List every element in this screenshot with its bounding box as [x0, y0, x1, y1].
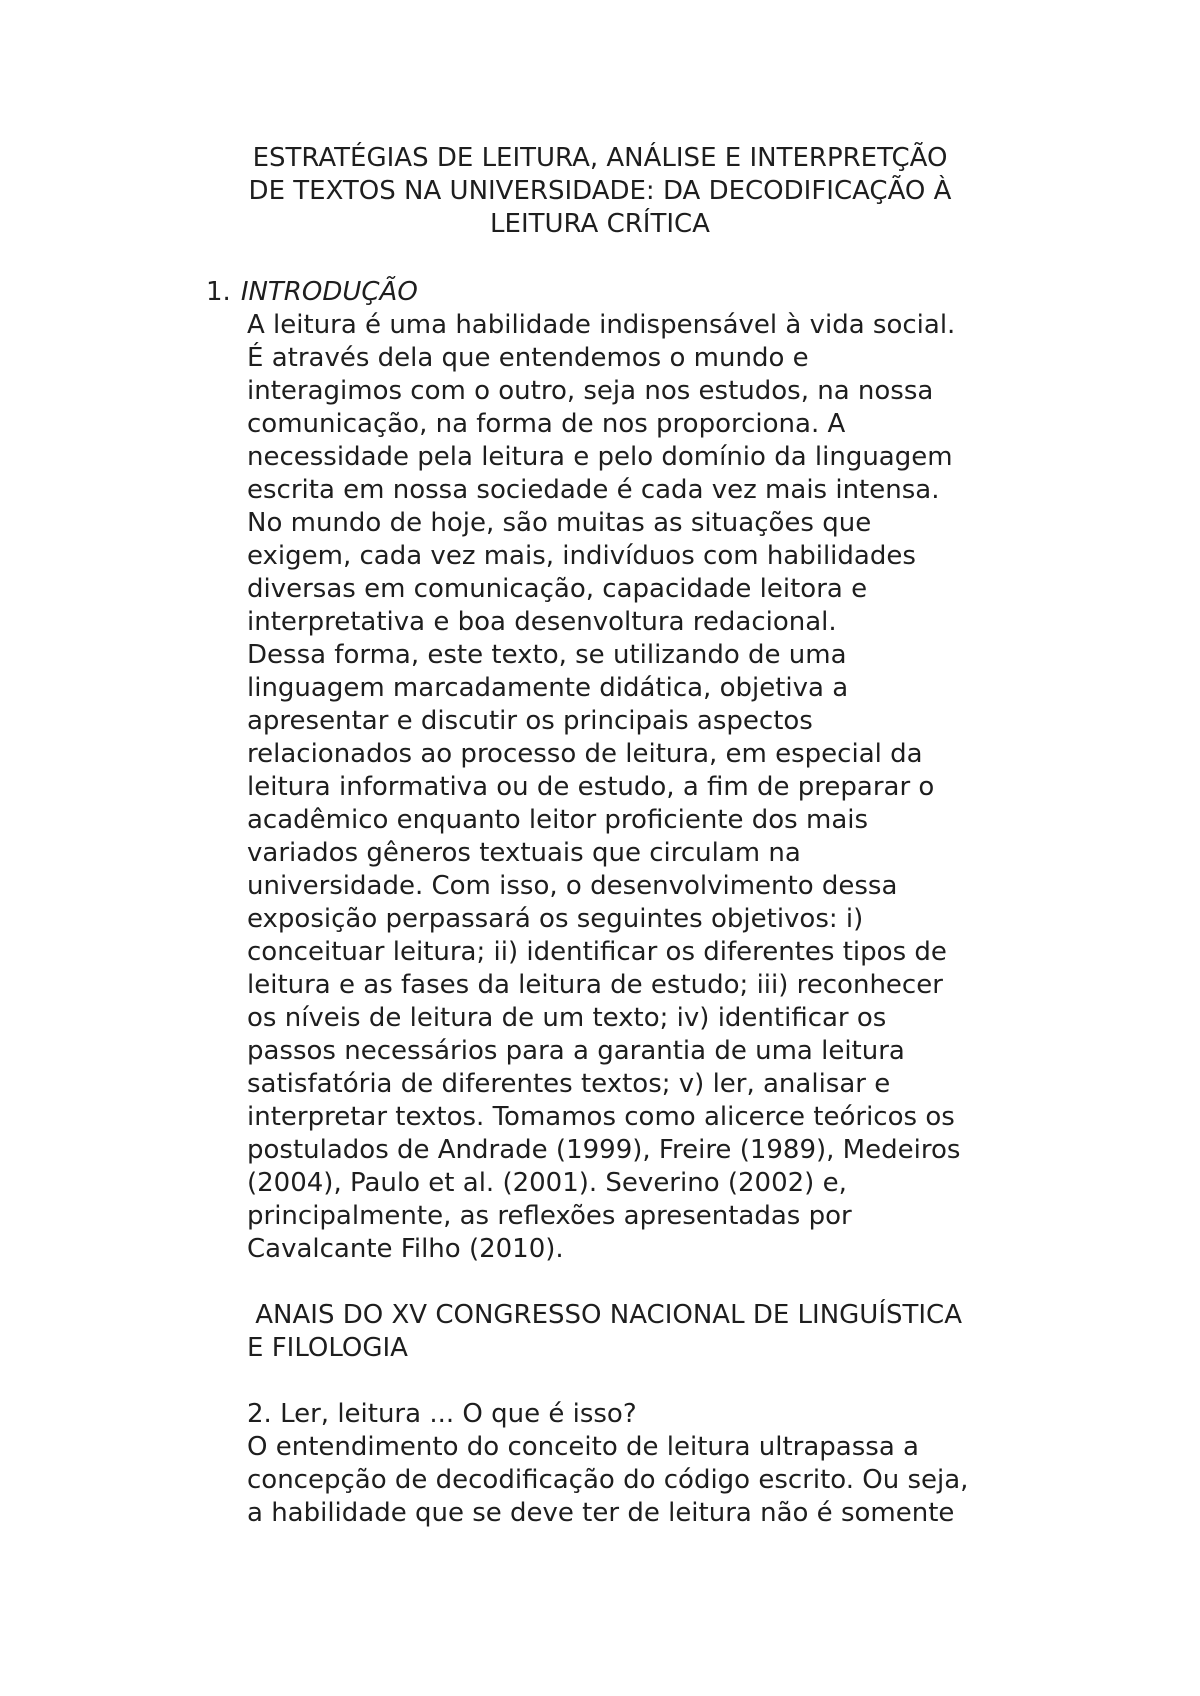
section-1-paragraph-2: [247, 639, 1077, 1266]
text-line: comunicação, na forma de nos proporciona. A: [247, 409, 846, 439]
text-line: leitura informativa ou de estudo, a fim de preparar o: [247, 772, 935, 802]
document-body: [247, 276, 1077, 1530]
text-line: necessidade pela leitura e pelo domínio da linguagem: [247, 442, 953, 472]
text-line: linguagem marcadamente didática, objetiva a: [247, 673, 849, 703]
text-line: satisfatória de diferentes textos; v) ler, analisar e: [247, 1069, 891, 1099]
text-line: principalmente, as reflexões apresentadas por: [247, 1201, 852, 1231]
section-2-heading: [247, 1398, 1077, 1431]
text-line: variados gêneros textuais que circulam na: [247, 838, 801, 868]
text-line: leitura e as fases da leitura de estudo; iii) reconhecer: [247, 970, 943, 1000]
text-line: conceituar leitura; ii) identificar os diferentes tipos de: [247, 937, 947, 967]
text-line: O entendimento do conceito de leitura ultrapassa a: [247, 1432, 919, 1462]
text-line: diversas em comunicação, capacidade leitora e: [247, 574, 868, 604]
section-1-title: INTRODUÇÃO: [240, 277, 418, 307]
congress-header: [247, 1299, 1077, 1365]
paragraph-spacer: [247, 1266, 1077, 1299]
text-line: ANAIS DO XV CONGRESSO NACIONAL DE LINGUÍSTICA: [247, 1300, 962, 1330]
text-line: passos necessários para a garantia de uma leitura: [247, 1036, 905, 1066]
document-title: [150, 142, 1050, 241]
text-line: apresentar e discutir os principais aspectos: [247, 706, 813, 736]
text-line: E FILOLOGIA: [247, 1333, 408, 1363]
text-line: interpretativa e boa desenvoltura redacional.: [247, 607, 837, 637]
text-line: escrita em nossa sociedade é cada vez mais intensa.: [247, 475, 940, 505]
text-line: Dessa forma, este texto, se utilizando de uma: [247, 640, 847, 670]
title-line: ESTRATÉGIAS DE LEITURA, ANÁLISE E INTERPRETÇÃO: [252, 143, 948, 173]
text-line: Cavalcante Filho (2010).: [247, 1234, 564, 1264]
text-line: É através dela que entendemos o mundo e: [247, 343, 809, 373]
text-line: interpretar textos. Tomamos como alicerce teóricos os: [247, 1102, 955, 1132]
text-line: os níveis de leitura de um texto; iv) identificar os: [247, 1003, 887, 1033]
paragraph-spacer: [247, 1365, 1077, 1398]
text-line: exigem, cada vez mais, indivíduos com habilidades: [247, 541, 916, 571]
text-line: relacionados ao processo de leitura, em especial da: [247, 739, 923, 769]
section-2-paragraph: [247, 1431, 1077, 1530]
text-line: a habilidade que se deve ter de leitura não é somente: [247, 1498, 955, 1528]
text-line: exposição perpassará os seguintes objetivos: i): [247, 904, 864, 934]
text-line: postulados de Andrade (1999), Freire (1989), Medeiros: [247, 1135, 961, 1165]
section-1-paragraph-1: [247, 309, 1077, 639]
text-line: universidade. Com isso, o desenvolvimento dessa: [247, 871, 898, 901]
section-1-number: 1.: [206, 277, 231, 307]
title-line: LEITURA CRÍTICA: [490, 209, 710, 239]
heading-spacer: [247, 276, 1077, 309]
title-line: DE TEXTOS NA UNIVERSIDADE: DA DECODIFICAÇÃO À: [248, 176, 952, 206]
text-line: No mundo de hoje, são muitas as situações que: [247, 508, 872, 538]
text-line: concepção de decodificação do código escrito. Ou seja,: [247, 1465, 969, 1495]
text-line: A leitura é uma habilidade indispensável à vida social.: [247, 310, 956, 340]
text-line: acadêmico enquanto leitor proficiente dos mais: [247, 805, 869, 835]
text-line: interagimos com o outro, seja nos estudos, na nossa: [247, 376, 934, 406]
text-line: 2. Ler, leitura ... O que é isso?: [247, 1399, 637, 1429]
text-line: (2004), Paulo et al. (2001). Severino (2002) e,: [247, 1168, 847, 1198]
